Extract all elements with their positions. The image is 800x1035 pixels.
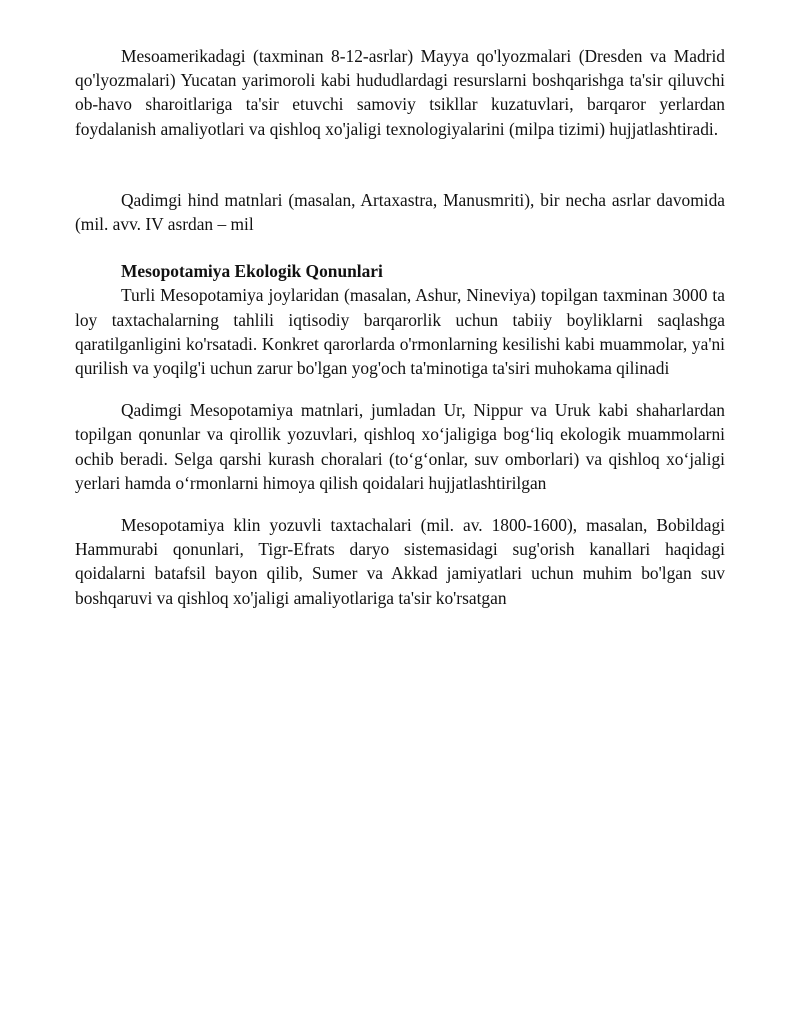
paragraph-indian-texts: Qadimgi hind matnlari (masalan, Artaxastra, Manusmriti), bir necha asrlar davomida (mil. avv. IV asrdan – mil [75, 189, 725, 235]
document-page [75, 44, 725, 610]
paragraph-mayya-manuscripts: Mesoamerikadagi (taxminan 8-12-asrlar) Mayya qo'lyozmalari (Dresden va Madrid qo'lyozmalari) Yucatan yarimoroli kabi hududlardagi resurslarni boshqarishga ta'sir qiluvchi ob-havo sharoitlariga ta'sir etuvchi samoviy tsikllar kuzatuvlari, barqaror yerlardan foydalanish amaliyotlari va qishloq xo'jaligi texnologiyalarini (milpa tizimi) hujjatlashtiradi. [75, 46, 725, 139]
paragraph-spacer [75, 495, 725, 513]
paragraph-hammurabi-laws: Mesopotamiya klin yozuvli taxtachalari (mil. av. 1800-1600), masalan, Bobildagi Hammurabi qonunlari, Tigr-Efrats daryo sistemasidagi sug'orish kanallari haqidagi qoidalarni batafsil bayon qilib, Sumer va Akkad jamiyatlari uchun muhim bo'lgan suv boshqaruvi va qishloq xo'jaligi amaliyotlariga ta'sir ko'rsatgan [75, 515, 725, 608]
paragraph-spacer [75, 141, 725, 188]
section-heading: Mesopotamiya Ekologik Qonunlari [121, 261, 383, 282]
paragraph-clay-tablets: Turli Mesopotamiya joylaridan (masalan, Ashur, Nineviya) topilgan taxminan 3000 ta loy taxtachalarning tahlili iqtisodiy barqarorlik uchun tabiiy boyliklarni saqlashga qaratilganligini ko'rsatadi. Konkret qarorlarda o'rmonlarning kesilishi kabi muammolar, ya'ni qurilish va yoqilg'i uchun zarur bo'lgan yog'och ta'minotiga ta'siri muhokama qilinadi [75, 285, 725, 379]
paragraph-spacer [75, 380, 725, 398]
paragraph-spacer [75, 236, 725, 259]
paragraph-ancient-mesopotamia-texts: Qadimgi Mesopotamiya matnlari, jumladan Ur, Nippur va Uruk kabi shaharlardan topilgan qonunlar va qirollik yozuvlari, qishloq xo‘jaligiga bog‘liq ekologik muammolarni ochib beradi. Selga qarshi kurash choralari (to‘g‘onlar, suv omborlari) va qishloq xo‘jaligi yerlari hamda o‘rmonlarni himoya qilish qoidalari hujjatlashtirilgan [75, 400, 725, 493]
